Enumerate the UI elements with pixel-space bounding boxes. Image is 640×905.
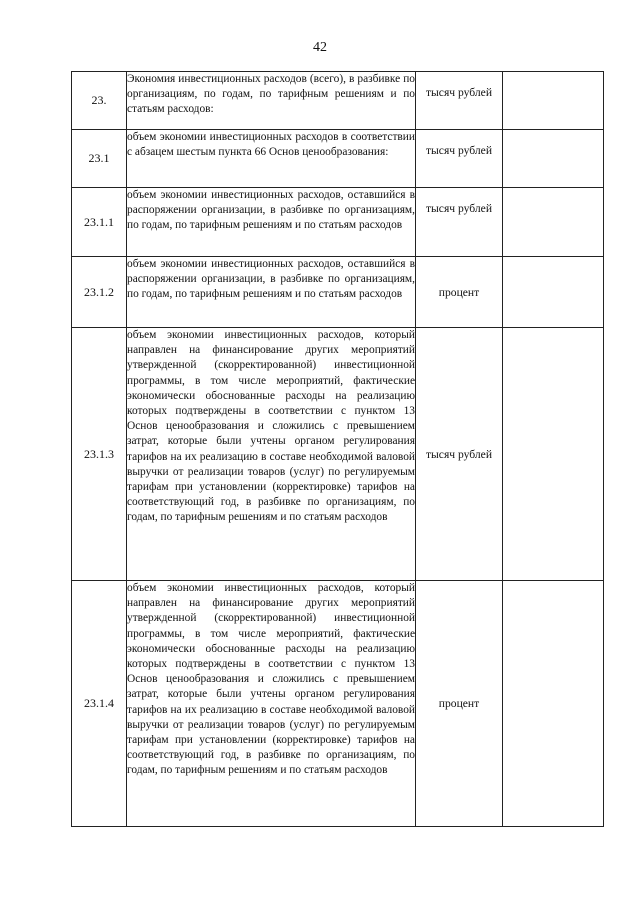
row-number: 23.1.1 (72, 188, 127, 257)
row-description: объем экономии инвестиционных расходов, который направлен на финансирование других мероприятий утвержденной (скорректированной) инвестиционной программы, в том числе мероприятий, фактические экономически обоснованные расходы на реализацию которых подтверждены в соответствии с пунктом 13 Основ ценообразования и сложились с превышением затрат, которые были учтены органом регулирования тарифов на их реализацию в составе необходимой валовой выручки от реализации товаров (услуг) по регулируемым тарифам при установлении (корректировке) тарифов на соответствующий год, в разбивке по организациям, по годам, по тарифным решениям и по статьям расходов (127, 581, 416, 827)
row-description: Экономия инвестиционных расходов (всего), в разбивке по организациям, по годам, по тарифным решениям и по статьям расходов: (127, 72, 416, 130)
row-unit: тысяч рублей (416, 188, 503, 257)
row-number: 23.1.3 (72, 328, 127, 581)
row-unit: процент (416, 257, 503, 328)
row-description: объем экономии инвестиционных расходов, который направлен на финансирование других мероприятий утвержденной (скорректированной) инвестиционной программы, в том числе мероприятий, фактические экономически обоснованные расходы на реализацию которых подтверждены в соответствии с пунктом 13 Основ ценообразования и сложились с превышением затрат, которые были учтены органом регулирования тарифов на их реализацию в составе необходимой валовой выручки от реализации товаров (услуг) по регулируемым тарифам при установлении (корректировке) тарифов на соответствующий год, в разбивке по организациям, по годам, по тарифным решениям и по статьям расходов (127, 328, 416, 581)
table-row (72, 72, 604, 130)
table-row (72, 188, 604, 257)
row-number: 23.1 (72, 130, 127, 188)
row-value (503, 130, 604, 188)
row-value (503, 72, 604, 130)
row-unit: тысяч рублей (416, 328, 503, 581)
table-row (72, 130, 604, 188)
row-description: объем экономии инвестиционных расходов, оставшийся в распоряжении организации, в разбивке по организациям, по годам, по тарифным решениям и по статьям расходов (127, 188, 416, 257)
row-number: 23. (72, 72, 127, 130)
row-unit: процент (416, 581, 503, 827)
page-number: 42 (313, 40, 327, 55)
row-number: 23.1.2 (72, 257, 127, 328)
row-value (503, 257, 604, 328)
table-row (72, 581, 604, 827)
table-row (72, 328, 604, 581)
row-unit: тысяч рублей (416, 130, 503, 188)
row-description: объем экономии инвестиционных расходов, оставшийся в распоряжении организации, в разбивке по организациям, по годам, по тарифным решениям и по статьям расходов (127, 257, 416, 328)
row-number: 23.1.4 (72, 581, 127, 827)
row-value (503, 188, 604, 257)
row-unit: тысяч рублей (416, 72, 503, 130)
row-value (503, 328, 604, 581)
row-description: объем экономии инвестиционных расходов в соответствии с абзацем шестым пункта 66 Основ ценообразования: (127, 130, 416, 188)
indicators-table (71, 71, 604, 827)
row-value (503, 581, 604, 827)
table-row (72, 257, 604, 328)
